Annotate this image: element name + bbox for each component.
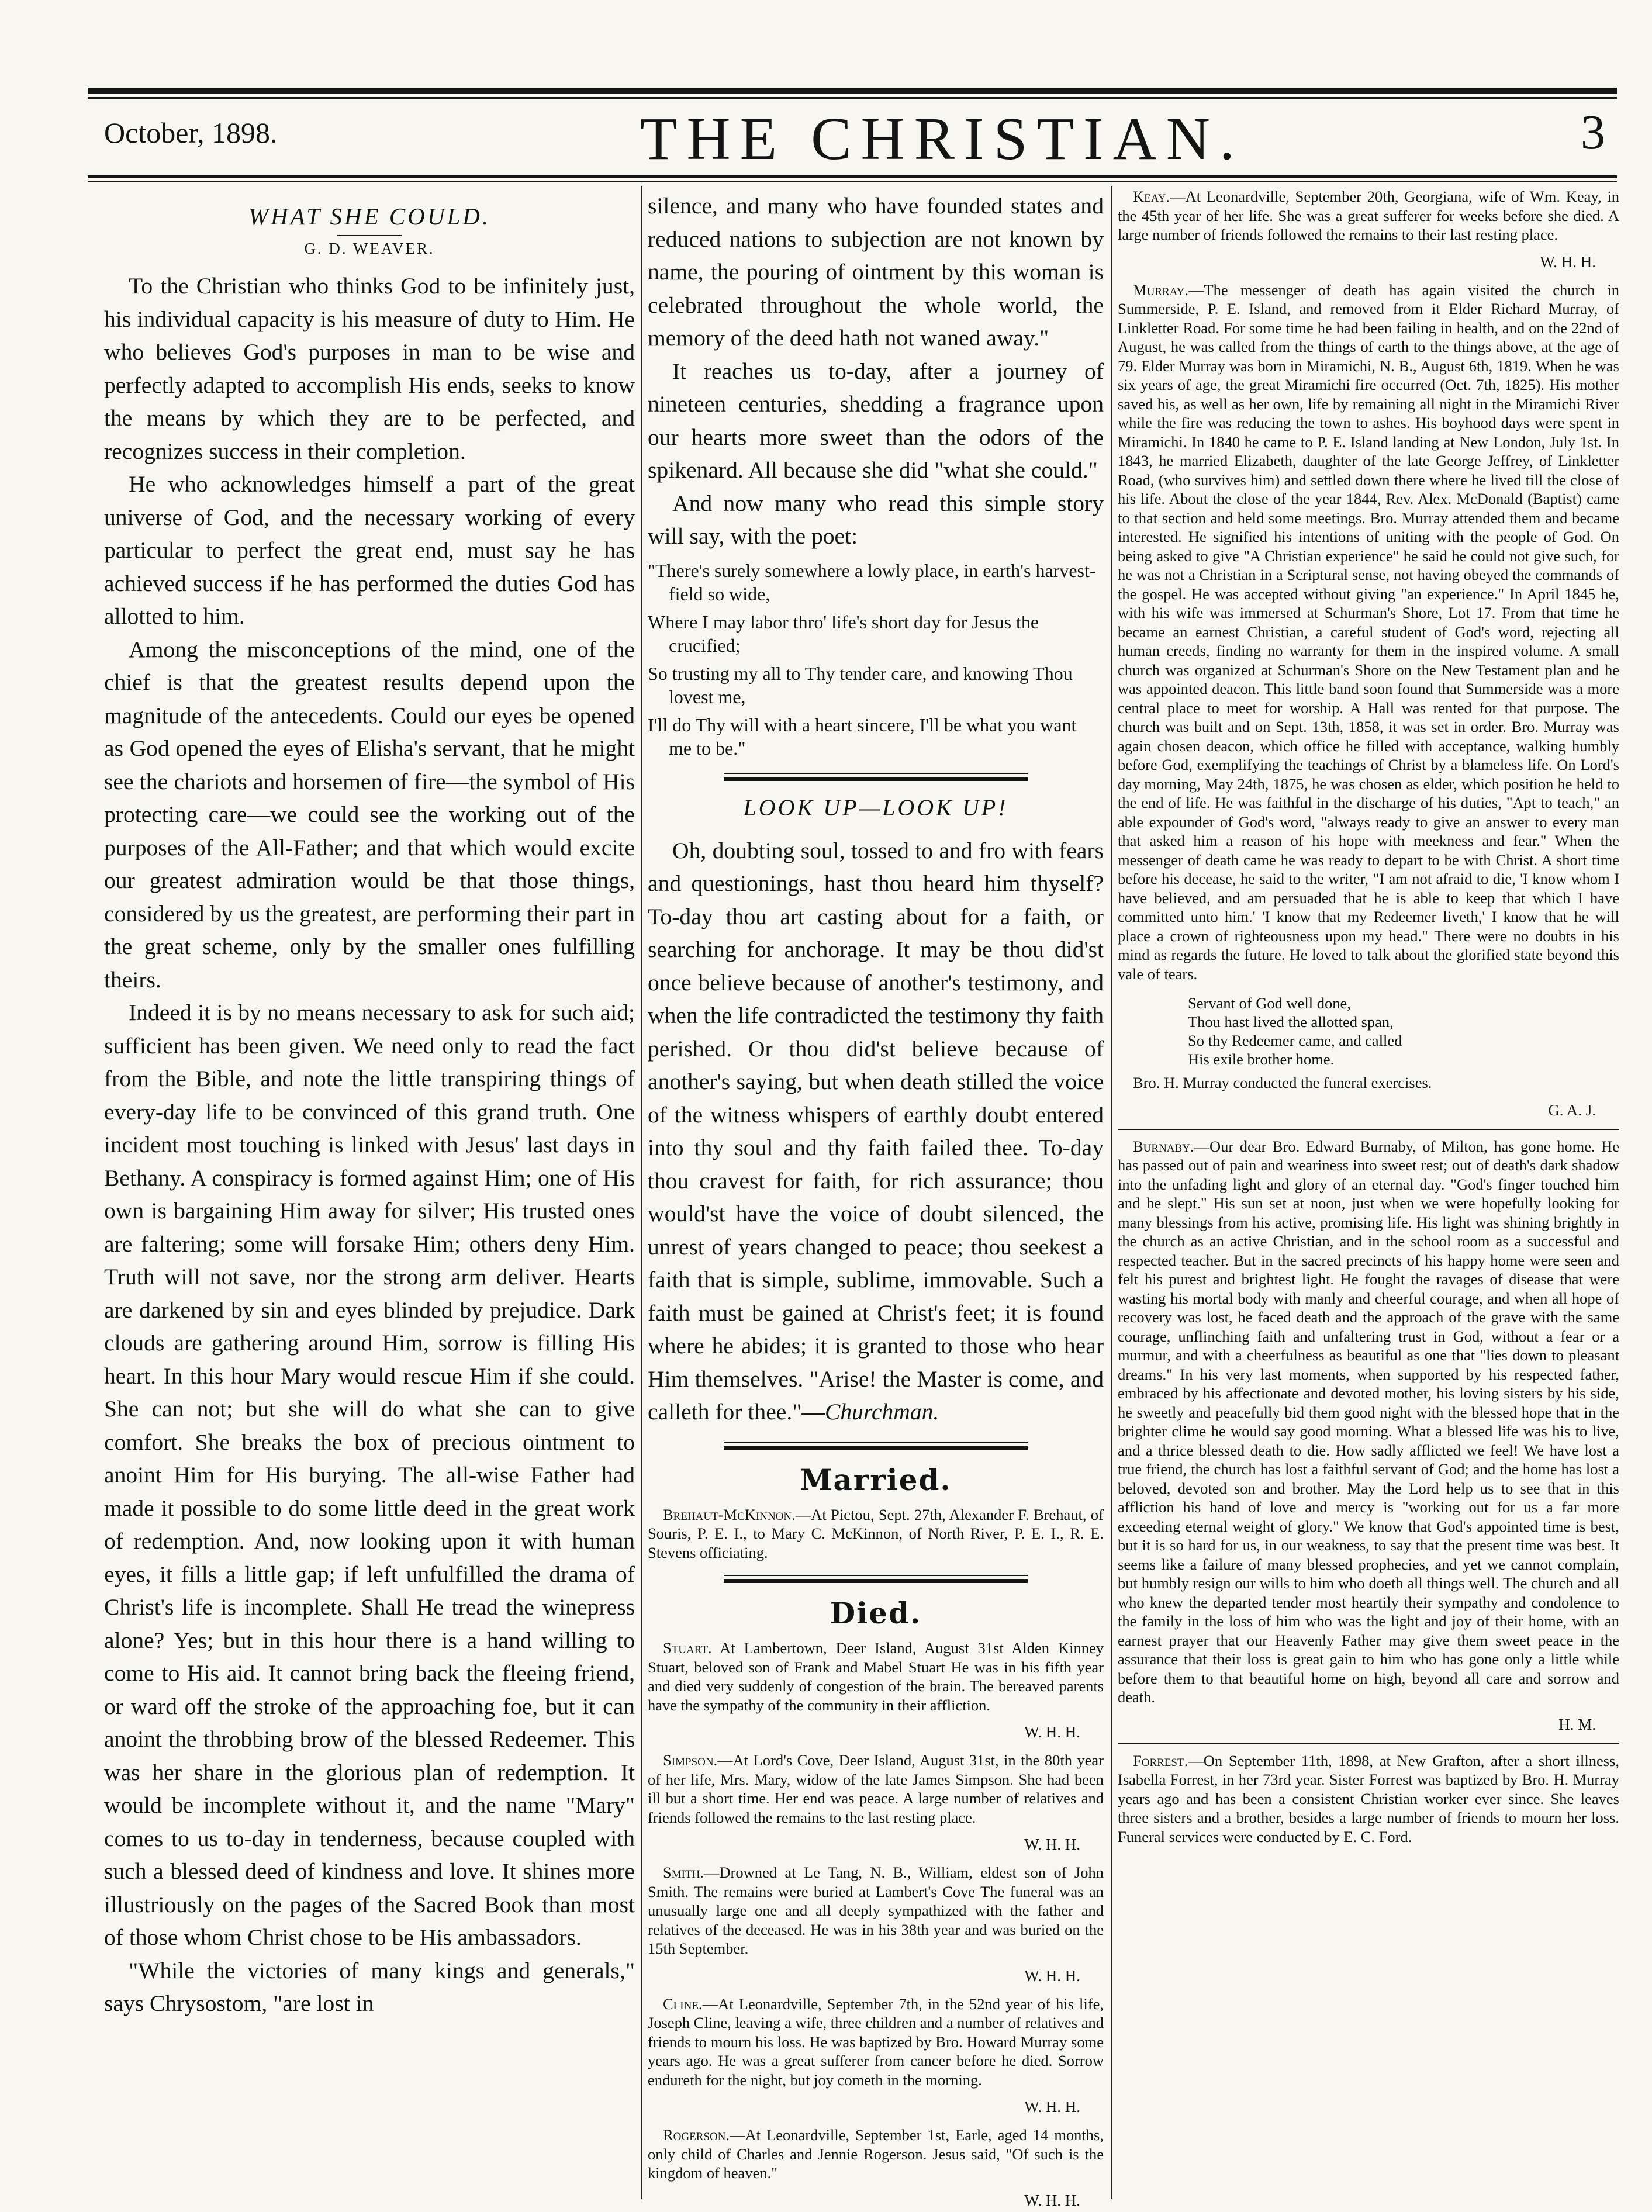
- article-paragraph: It reaches us to-day, after a journey of nineteen centuries, shedding a fragrance upon our hearts more sweet than the odors of the spikenard. All because she did "what she could.": [648, 358, 1104, 483]
- title-rule: [337, 235, 402, 236]
- verse-line: His exile brother home.: [1188, 1050, 1335, 1068]
- page-number: 3: [1581, 105, 1605, 160]
- obituary-signature: W. H. H.: [1024, 2098, 1080, 2116]
- masthead-rule: [88, 175, 1617, 178]
- obituary-signature: H. M.: [1558, 1715, 1596, 1733]
- notice-text: —At Leonardville, September 7th, in the 52nd year of his life, Joseph Cline, leaving a wife, three children and a number of relatives and friends to mourn his loss. He was baptized by Bro. Howard Murray some years ago. He was a great sufferer from cancer before he died. Sorrow endureth for the night, but joy cometh in the morning.: [648, 1995, 1104, 2089]
- notice-name: Murray.: [1133, 281, 1188, 299]
- obituary: [648, 1751, 1104, 1827]
- article-paragraph: Among the misconceptions of the mind, one of the chief is that the greatest results depend upon the magnitude of the antecedents. Could our eyes be opened as God opened the eyes of Elisha's servant, that he might see the chariots and horsemen of fire—the symbol of His protecting care—we could see the working out of the purposes of the All-Father; and that which would excite our greatest admiration would be that those things, considered by us the greatest, are performing their part in the great scheme, only by the smaller ones fulfilling theirs.: [104, 636, 635, 993]
- obituary: [648, 1863, 1104, 1958]
- obituary-signature: G. A. J.: [1548, 1101, 1596, 1119]
- notice-name: Brehaut-McKinnon.: [663, 1505, 796, 1523]
- obituary: [648, 1995, 1104, 2090]
- verse: [1118, 994, 1619, 1069]
- article-paragraph: silence, and many who have founded states and reduced nations to subjection are not known by name, the pouring of ointment by this woman is celebrated throughout the whole world, the memory of the deed hath not waned away.": [648, 193, 1104, 351]
- obituary-signature: W. H. H.: [1540, 253, 1596, 271]
- died-heading: Died.: [830, 1596, 922, 1630]
- column-divider: [641, 186, 642, 2199]
- notice-text: —At Pictou, Sept. 27th, Alexander F. Brehaut, of Souris, P. E. I., to Mary C. McKinnon, of North River, P. E. I., R. E. Stevens officiating.: [648, 1505, 1104, 1561]
- notice-text: —At Leonardville, September 20th, Georgiana, wife of Wm. Keay, in the 45th year of her life. She was a great sufferer for weeks before she died. A large number of friends followed the remains to their last resting place.: [1118, 188, 1619, 243]
- article-credit: Churchman.: [824, 1399, 939, 1425]
- article-author: G. D. WEAVER.: [304, 240, 435, 257]
- poem-line: I'll do Thy will with a heart sincere, I'll be what you want me to be.": [648, 714, 1077, 759]
- obituary-signature: W. H. H.: [1024, 1966, 1080, 1985]
- divider: [1118, 1129, 1619, 1130]
- section-separator: [648, 1442, 1104, 1450]
- section-separator: [648, 773, 1104, 781]
- notice-text: —Our dear Bro. Edward Burnaby, of Milton, has gone home. He has passed out of pain and weariness into sweet rest; out of death's dark shadow into the unfading light and glory of an eternal day. "God's finger touched him and he slept." His sun set at noon, just when we were hopefully looking for many blessings from his active, promising life. His light was shining brightly in the church as an active Christian, and in the school room as a successful and respected teacher. But in the sacred precincts of his happy home were seen and felt his purest and brightest light. He fought the ravages of disease that were wasting his mortal body with manly and cheerful courage, and when all hope of recovery was lost, he faced death and the approach of the grave with the same courage, unflinching faith and unfaltering trust in God, without a fear or a murmur, and with a cheerfulness as beautiful as one that "lies down to pleasant dreams." In his very last moments, when supported by his respected father, embraced by his affectionate and devoted mother, his loving sisters by his side, he sweetly and peacefully bid them good night with the blessed hope that in the brighter clime he would say good morning. What a blessed life was his to live, and a thrice blessed death to die. How sadly afflicted we feel! We have lost a true friend, the church has lost a faithful servant of God; and the home has lost a beloved, devoted son and brother. May the Lord help us to see that in this affliction his hand of love and mercy is "working out for us a far more exceeding eternal weight of glory." We know that God's appointed time is best, but it is so hard for us, in our weakness, to say that the present time was best. It seems like a failure of many blessed prophecies, and yet we cannot complain, but humbly resign our wills to him who doeth all things well. The church and all who knew the departed tender most heartily their sympathy and condolence to the family in the loss of him who was the light and joy of their home, with an earnest prayer that our Heavenly Father may give them sweet peace in the assurance that their loss is great gain to him who has gone only a little while before them to that beautiful home on high, beyond all care and sorrow and death.: [1118, 1137, 1619, 1706]
- obituary-signature: W. H. H.: [1024, 1723, 1080, 1741]
- notice-name: Simpson.: [663, 1751, 718, 1769]
- masthead-rule-thin: [88, 181, 1617, 182]
- married-heading: Married.: [800, 1462, 952, 1497]
- obituary-signature: W. H. H.: [1024, 2191, 1080, 2209]
- obituary: [648, 1639, 1104, 1715]
- article-text: Oh, doubting soul, tossed to and fro with fears and questionings, hast thou heard him thyself? To-day thou art casting about for a faith, or searching for anchorage. It may be thou did'st once believe because of another's testimony, and when the life contradicted the testimony thy faith perished. Or thou did'st believe because of another's saying, but when death stilled the voice of the witness whispers of earthly doubt entered into thy soul and thy faith failed thee. To-day thou cravest for faith, for rich assurance; thou would'st have the voice of doubt silenced, the unrest of years changed to peace; thou seekest a faith that is simple, sublime, immovable. Such a faith must be gained at Christ's feet; it is found where he abides; it is granted to those who hear Him themselves. "Arise! the Master is come, and calleth for thee."—: [648, 837, 1104, 1425]
- article-paragraph: He who acknowledges himself a part of the great universe of God, and the necessary working of every particular to perfect the great end, must say he has achieved success if he has performed the duties God has allotted to him.: [104, 471, 635, 629]
- verse-line: So thy Redeemer came, and called: [1188, 1032, 1402, 1049]
- poem-line: So trusting my all to Thy tender care, and knowing Thou lovest me,: [648, 662, 1073, 707]
- poem-line: "There's surely somewhere a lowly place, in earth's harvest-field so wide,: [648, 559, 1096, 604]
- obituary: [1118, 1137, 1619, 1707]
- married-notice: [648, 1505, 1104, 1563]
- notice-text: —Drowned at Le Tang, N. B., William, eldest son of John Smith. The remains were buried at Lambert's Cove The funeral was an unusually large one and all deeply sympathized with the father and relatives of the deceased. He was in his 38th year and was buried on the 15th September.: [648, 1864, 1104, 1957]
- article-title: LOOK UP—LOOK UP!: [743, 794, 1008, 821]
- article-paragraph: Indeed it is by no means necessary to ask for such aid; sufficient has been given. We need only to read the fact from the Bible, and note the little transpiring things of every-day life to be convinced of this grand truth. One incident most touching is linked with Jesus' last days in Bethany. A conspiracy is formed against Him; one of His own is bargaining Him away for silver; His trusted ones are faltering; some will forsake Him; others deny Him. Truth will not save, nor the strong arm deliver. Hearts are darkened by sin and eyes blinded by prejudice. Dark clouds are gathering around Him, sorrow is filling His heart. In this hour Mary would rescue Him if she could. She can not; but she will do what she can to give comfort. She breaks the box of precious ointment to anoint Him for His burying. The all-wise Father had made it possible to do some little deed in the great work of redemption. And, now looking upon it with human eyes, it fills a little gap; if left unfulfilled the drama of Christ's life is incomplete. Shall He tread the winepress alone? Yes; but in this hour there is a hand willing to come to His aid. It cannot bring back the fleeing friend, or ward off the stroke of the approaching foe, but it can anoint the throbbing brow of the blessed Redeemer. This was her share in the glorious plan of redemption. It would be incomplete without it, and the name "Mary" comes to us to-day in tenderness, because coupled with such a blessed deed of kindness and love. It shines more illustriously on the pages of the Sacred Book than most of those whom Christ chose to be His ambassadors.: [104, 1000, 635, 1950]
- notice-name: Smith.: [663, 1864, 704, 1881]
- poem: [648, 559, 1104, 760]
- article-paragraph: To the Christian who thinks God to be infinitely just, his individual capacity is his measure of duty to Him. He who believes God's purposes in man to be wise and perfectly adapted to accomplish His ends, seeks to know the means by which they are to be perfected, and recognizes success in their completion.: [104, 273, 635, 464]
- notice-name: Burnaby.: [1133, 1137, 1194, 1155]
- notice-text: —At Leonardville, September 1st, Earle, aged 14 months, only child of Charles and Jennie Rogerson. Jesus said, "Of such is the kingdom of heaven.": [648, 2126, 1104, 2182]
- notice-name: Cline.: [663, 1995, 703, 2013]
- section-separator: [648, 1575, 1104, 1583]
- column-3: [1118, 187, 1619, 2198]
- column-2: [648, 187, 1104, 2209]
- notice-text: —On September 11th, 1898, at New Grafton, after a short illness, Isabella Forrest, in her 73rd year. Sister Forrest was baptized by Bro. H. Murray years ago and has been a consistent Christian worker ever since. She leaves three sisters and a brother, besides a large number of friends to mourn her loss. Funeral services were conducted by E. C. Ford.: [1118, 1751, 1619, 1845]
- article-paragraph: "While the victories of many kings and generals," says Chrysostom, "are lost in: [104, 1957, 635, 2016]
- column-divider: [1111, 186, 1112, 2199]
- article-paragraph: [648, 834, 1104, 1429]
- notice-text: —At Lord's Cove, Deer Island, August 31st, in the 80th year of her life, Mrs. Mary, widow of the late James Simpson. She had been ill but a short time. Her end was peace. A large number of relatives and friends followed the remains to the last resting place.: [648, 1751, 1104, 1826]
- top-rule: [88, 88, 1617, 94]
- obituary: [1118, 187, 1619, 244]
- newspaper-title: THE CHRISTIAN.: [640, 105, 1244, 172]
- verse-line: Thou hast lived the allotted span,: [1188, 1013, 1394, 1031]
- divider: [1118, 1743, 1619, 1744]
- poem-line: Where I may labor thro' life's short day for Jesus the crucified;: [648, 611, 1039, 656]
- notice-name: Keay.: [1133, 188, 1170, 205]
- obituary: [1118, 1751, 1619, 1847]
- notice-text: —The messenger of death has again visited the church in Summerside, P. E. Island, and removed from it Elder Richard Murray, of Linkletter Road. For some time he had been failing in health, and on the 22nd of August, he was called from the things of earth to the things above, at the age of 79. Elder Murray was born in Miramichi, N. B., August 6th, 1819. When he was six years of age, the great Miramichi fire occurred (Oct. 7th, 1825). His mother saved his, as well as her own, life by remaining all night in the Miramichi River while the fire was reducing the town to ashes. His boyhood days were spent in Miramichi. In 1840 he came to P. E. Island landing at New London, July 1st. In 1843, he married Elizabeth, daughter of the late George Jeffrey, of Linkletter Road, (who survives him) and settled down there where he lived till the close of his life. About the close of the year 1844, Rev. Alex. McDonald (Baptist) came to that section and held some meetings. Bro. Murray attended them and became interested. He signified his intentions of uniting with the people of God. On being asked to give "A Christian experience" he said he could not give such, for he was not a Christian in a Scriptural sense, not having obeyed the commands of the gospel. He was accepted without giving "an experience." In April 1845 he, with his wife was immersed at Schurman's Shore, Lot 17. From that time he became an earnest Christian, a careful student of God's word, rejecting all human creeds, finding no warranty for them in the inspired volume. A small church was organized at Schurman's Shore on the New Testament plan and he was appointed deacon. This little band soon found that Summerside was a more central place to meet for worship. A Hall was rented for that purpose. The church was built and on Sept. 13th, 1858, it was set in order. Bro. Murray was again chosen deacon, which office he filled with acceptance, walking humbly before God, exemplifying the teachings of Christ by a blameless life. On Lord's day morning, May 24th, 1875, he was chosen as elder, which position he held to the end of life. He was faithful in the discharge of his duties, "Apt to teach," an able expounder of God's word, "always ready to give an answer to every man that asked him a reason of his hope with meekness and fear." When the messenger of death came he was ready to depart to be with Christ. A short time before his decease, he said to the writer, "I am not afraid to die, 'I know whom I have believed, and am persuaded that he is able to keep that which I have committed unto him.' 'I know that my Redeemer liveth,' I know that he will place a crown of righteousness upon my head." There were no doubts in his mind as regards the future. He loved to talk about the glorified state beyond this vale of tears.: [1118, 281, 1619, 983]
- column-1: [104, 187, 635, 2198]
- obituary-signature: W. H. H.: [1024, 1836, 1080, 1853]
- obituary: [648, 2125, 1104, 2183]
- verse-line: Servant of God well done,: [1188, 994, 1351, 1012]
- article-paragraph: And now many who read this simple story will say, with the poet:: [648, 490, 1104, 549]
- notice-name: Rogerson.: [663, 2126, 730, 2144]
- notice-name: Forrest.: [1133, 1751, 1188, 1769]
- issue-date: October, 1898.: [104, 116, 278, 149]
- notice-text: At Lambertown, Deer Island, August 31st Alden Kinney Stuart, beloved son of Frank and Mabel Stuart He was in his fifth year and died very suddenly of congestion of the brain. The bereaved parents have the sympathy of the community in their affliction.: [648, 1639, 1104, 1714]
- notice-name: Stuart.: [663, 1639, 712, 1657]
- obituary: [1118, 281, 1619, 984]
- article-title: WHAT SHE COULD.: [248, 203, 491, 230]
- top-rule-thin: [88, 97, 1617, 99]
- obituary-note: Bro. H. Murray conducted the funeral exercises.: [1133, 1074, 1432, 1091]
